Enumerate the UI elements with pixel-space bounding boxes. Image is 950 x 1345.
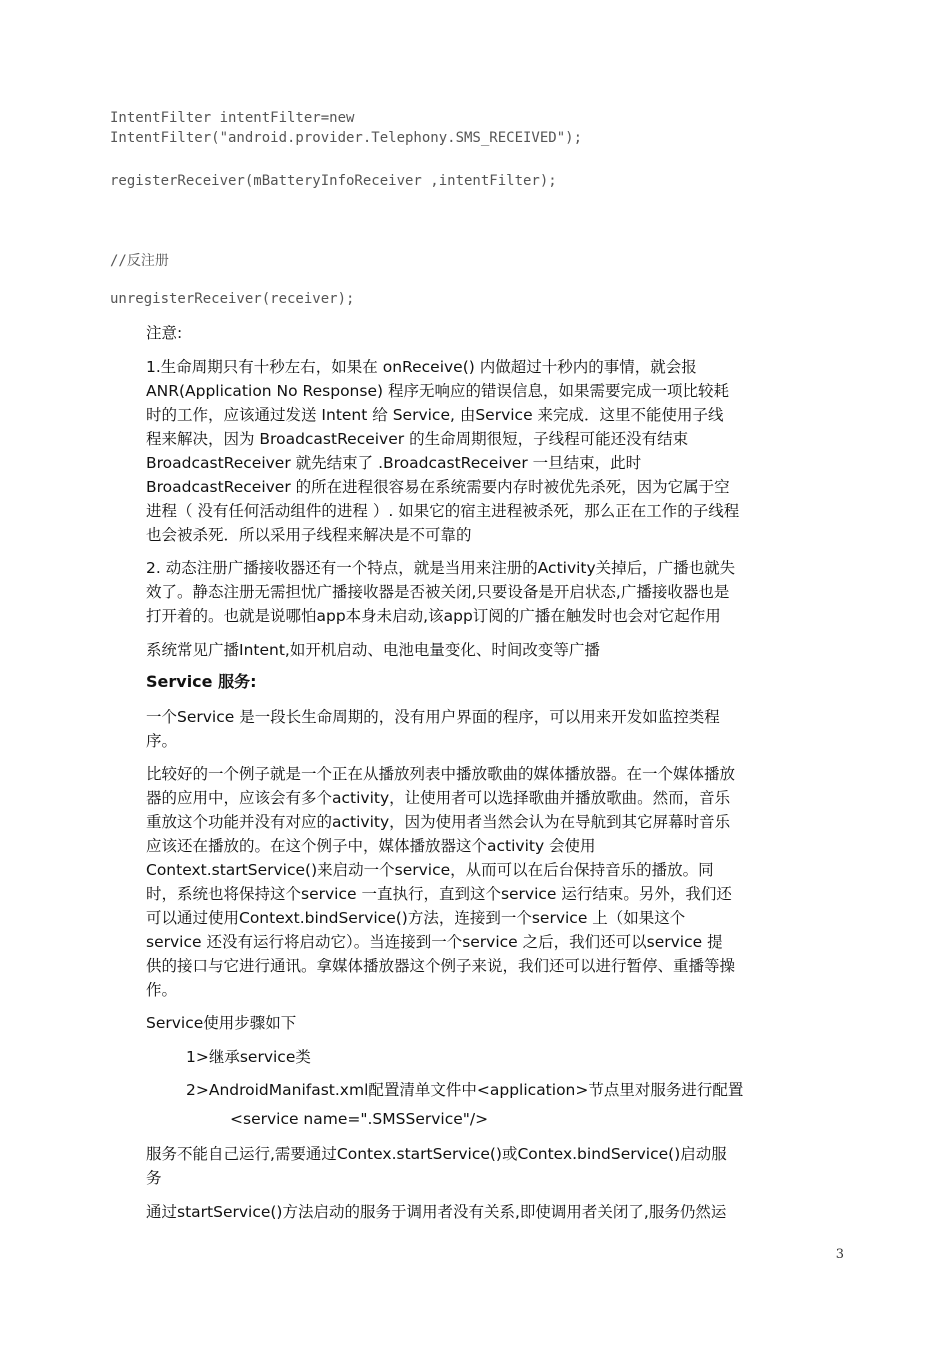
service-example-line: Context.startService()来启动一个service，从而可以在后台保持音乐的播放。同 [146,861,714,879]
code-unregister-receiver: unregisterReceiver(receiver); [110,291,355,307]
service-example-line: 重放这个功能并没有对应的activity，因为使用者当然会认为在导航到其它屏幕时音乐 [146,813,731,831]
service-steps-heading: Service使用步骤如下 [146,1014,297,1032]
service-heading: Service 服务: [146,672,257,691]
note-item-2-line: 效了。静态注册无需担忧广播接收器是否被关闭,只要设备是开启状态,广播接收器也是 [146,583,730,601]
note-item-1-line: BroadcastReceiver 的所在进程很容易在系统需要内存时被优先杀死，因为它属于空 [146,478,730,496]
note-item-1-line: 进程（ 没有任何活动组件的进程 ）. 如果它的宿主进程被杀死，那么正在工作的子线程 [146,502,740,520]
service-start-note-line: 务 [146,1169,162,1187]
service-start-note [146,1142,811,1190]
service-intro [146,705,811,753]
note-item-2-line: 打开着的。也就是说哪怕app本身未启动,该app订阅的广播在触发时也会对它起作用 [146,607,721,625]
code-comment-unregister: //反注册 [110,253,169,269]
service-step-2: 2>AndroidManifast.xml配置清单文件中<application>节点里对服务进行配置 [186,1081,744,1099]
service-example-line: 可以通过使用Context.bindService()方法，连接到一个service 上（如果这个 [146,909,686,927]
note-item-1-line: 时的工作，应该通过发送 Intent 给 Service, 由Service 来完成．这里不能使用子线 [146,406,724,424]
service-start-note-line: 服务不能自己运行,需要通过Contex.startService()或Contex.bindService()启动服 [146,1145,727,1163]
note-item-1-line: BroadcastReceiver 就先结束了 .BroadcastReceiver 一旦结束，此时 [146,454,642,472]
startservice-note: 通过startService()方法启动的服务于调用者没有关系,即使调用者关闭了,服务仍然运 [146,1203,727,1221]
code-register-receiver: registerReceiver(mBatteryInfoReceiver ,intentFilter); [110,173,557,189]
common-broadcasts: 系统常见广播Intent,如开机启动、电池电量变化、时间改变等广播 [146,641,600,659]
note-item-1-line: 1.生命周期只有十秒左右，如果在 onReceive() 内做超过十秒内的事情，就会报 [146,358,697,376]
service-example-line: 供的接口与它进行通讯。拿媒体播放器这个例子来说，我们还可以进行暂停、重播等操 [146,957,736,975]
service-example-line: 器的应用中，应该会有多个activity，让使用者可以选择歌曲并播放歌曲。然而，音乐 [146,789,731,807]
note-item-2 [146,556,811,628]
notes-heading: 注意: [146,324,183,342]
service-example-line: service 还没有运行将启动它）。当连接到一个service 之后，我们还可以service 提 [146,933,723,951]
service-intro-line: 一个Service 是一段长生命周期的，没有用户界面的程序，可以用来开发如监控类程 [146,708,720,726]
service-example-line: 作。 [146,981,178,999]
note-item-1-line: 程来解决，因为 BroadcastReceiver 的生命周期很短，子线程可能还没有结束 [146,430,689,448]
service-example-line: 应该还在播放的。在这个例子中，媒体播放器这个activity 会使用 [146,837,596,855]
service-example-line: 比较好的一个例子就是一个正在从播放列表中播放歌曲的媒体播放器。在一个媒体播放 [146,765,736,783]
service-example-line: 时，系统也将保持这个service 一直执行，直到这个service 运行结束。另外，我们还 [146,885,732,903]
service-step-2-code: <service name=".SMSService"/> [230,1110,489,1128]
service-intro-line: 序。 [146,732,178,750]
note-item-2-line: 2. 动态注册广播接收器还有一个特点，就是当用来注册的Activity关掉后，广播也就失 [146,559,736,577]
note-item-1-line: ANR(Application No Response) 程序无响应的错误信息，如果需要完成一项比较耗 [146,382,729,400]
code-filter-line2: IntentFilter("android.provider.Telephony.SMS_RECEIVED"); [110,130,583,146]
note-item-1 [146,355,811,547]
code-filter-line1: IntentFilter intentFilter=new [110,110,355,126]
service-example [146,762,811,1002]
page-number: 3 [835,1247,844,1262]
service-step-1: 1>继承service类 [186,1048,311,1066]
note-item-1-line: 也会被杀死．所以采用子线程来解决是不可靠的 [146,526,472,544]
